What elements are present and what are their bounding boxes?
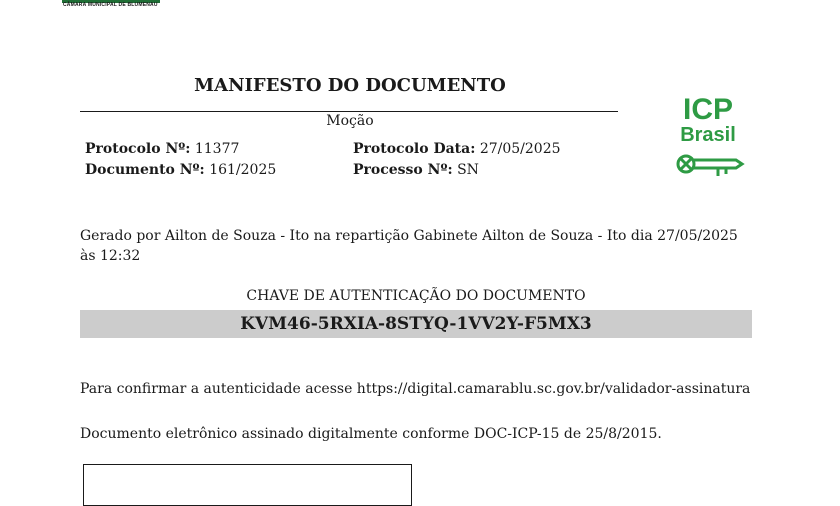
key-icon: [678, 156, 742, 176]
protocolo-data-label: Protocolo Data:: [353, 141, 476, 157]
processo-field: [353, 162, 479, 178]
generated-by-text: Gerado por Ailton de Souza - Ito na repartição Gabinete Ailton de Souza - Ito dia 27/05/2025 às 12:32: [80, 228, 738, 264]
document-type: Moção: [326, 113, 374, 129]
auth-key-value: KVM46-5RXIA-8STYQ-1VV2Y-F5MX3: [80, 310, 752, 338]
protocolo-label: Protocolo Nº:: [85, 141, 191, 157]
processo-value: SN: [457, 162, 479, 178]
icp-logo-line1: ICP: [682, 93, 734, 126]
manifest-title: MANIFESTO DO DOCUMENTO: [194, 75, 506, 96]
processo-label: Processo Nº:: [353, 162, 453, 178]
signature-box: [83, 464, 412, 506]
icp-logo-line2: Brasil: [680, 124, 736, 146]
signature-text: Documento eletrônico assinado digitalmente conforme DOC-ICP-15 de 25/8/2015.: [80, 426, 662, 442]
protocolo-data-value: 27/05/2025: [479, 141, 561, 157]
auth-key-label: CHAVE DE AUTENTICAÇÃO DO DOCUMENTO: [246, 288, 586, 304]
validation-text: Para confirmar a autenticidade acesse https://digital.camarablu.sc.gov.br/validador-assinatura: [80, 381, 751, 397]
title-divider: [80, 111, 618, 112]
protocolo-field: [85, 141, 239, 157]
protocolo-data-field: [353, 141, 561, 157]
protocolo-value: 11377: [194, 141, 240, 157]
icp-brasil-logo: [668, 92, 748, 187]
documento-field: [85, 162, 276, 178]
documento-label: Documento Nº:: [85, 162, 205, 178]
documento-value: 161/2025: [209, 162, 277, 178]
chamber-logo-caption: CÂMARA MUNICIPAL DE BLUMENAU: [63, 2, 158, 8]
